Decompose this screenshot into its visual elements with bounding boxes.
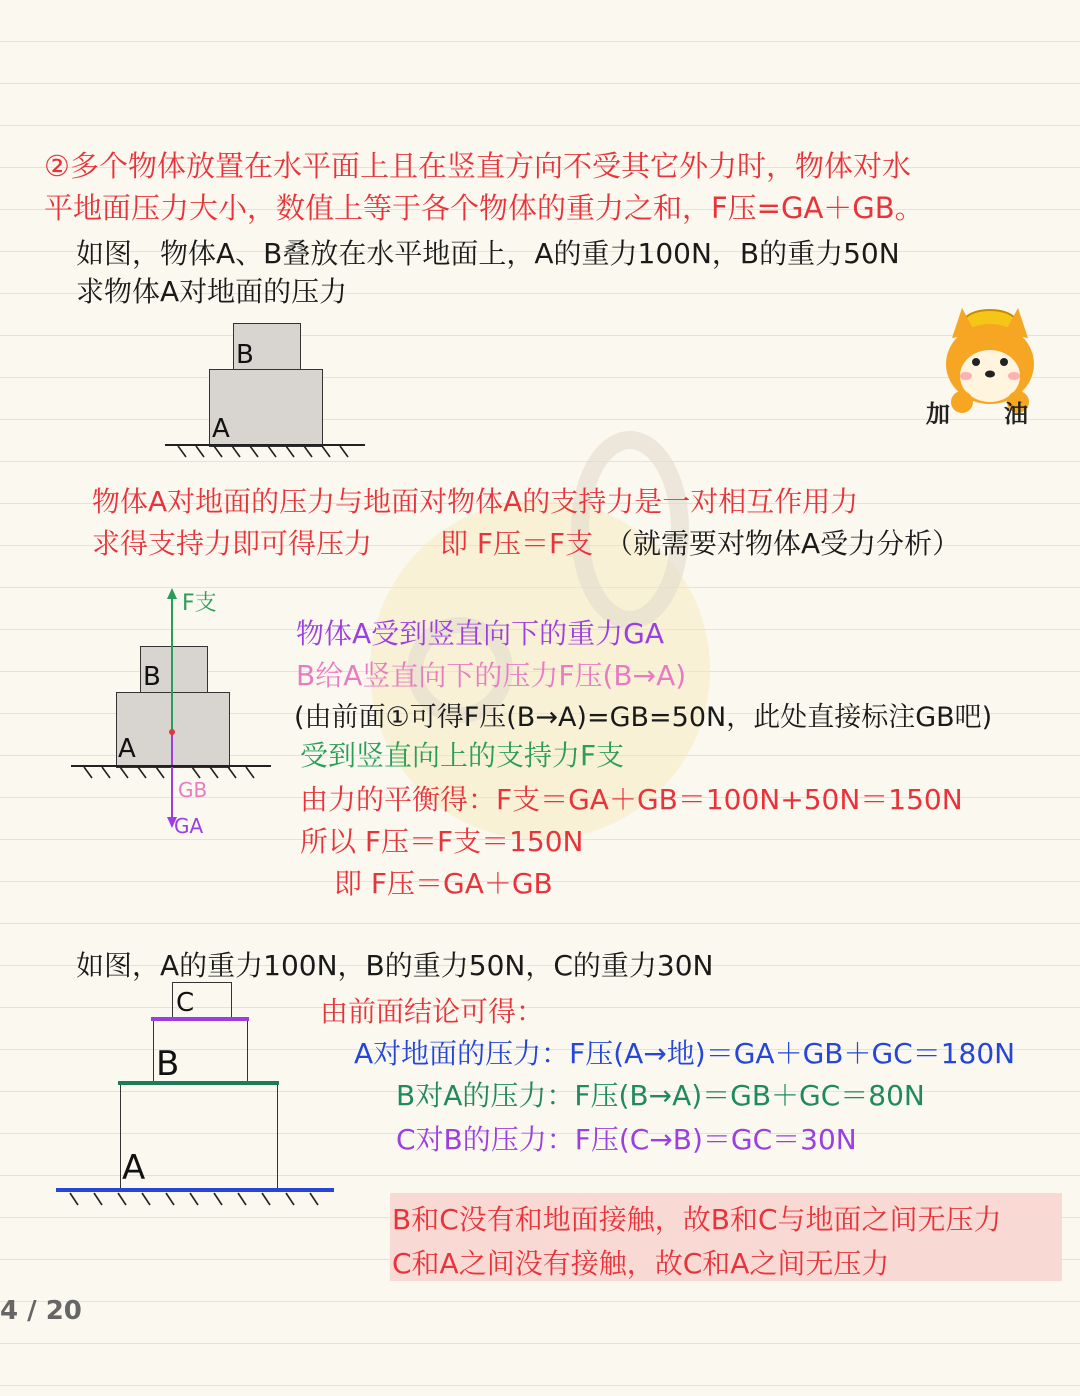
analysis-5: 由力的平衡得：F支＝GA＋GB＝100N+50N＝150N bbox=[300, 783, 963, 816]
analysis-2: B给A竖直向下的压力F压(B→A) bbox=[296, 659, 687, 692]
heading-line-1: ②多个物体放置在水平面上且在竖直方向不受其它外力时，物体对水 bbox=[44, 149, 911, 183]
ground-hatch bbox=[160, 440, 370, 462]
block-a-label: A bbox=[212, 414, 230, 444]
mascot-text-left: 加 bbox=[926, 400, 950, 428]
heading-line-2: 平地面压力大小，数值上等于各个物体的重力之和，F压=GA＋GB。 bbox=[44, 191, 924, 225]
contact-c-b bbox=[151, 1017, 249, 1021]
analysis-7: 即 F压＝GA＋GB bbox=[334, 867, 553, 900]
analysis-3: (由前面①可得F压(B→A)=GB=50N，此处直接标注GB吧) bbox=[294, 702, 993, 733]
page-indicator: 4 / 20 bbox=[0, 1296, 82, 1326]
problem1-line-1: 如图，物体A、B叠放在水平地面上，A的重力100N，B的重力50N bbox=[76, 237, 900, 270]
gb-label: GB bbox=[178, 778, 208, 802]
problem1-line-2: 求物体A对地面的压力 bbox=[76, 275, 348, 308]
block-a-label: A bbox=[122, 1148, 146, 1188]
block-b-label: B bbox=[143, 662, 161, 692]
note2-line-2: 求得支持力即可得压力 bbox=[92, 527, 373, 560]
result-2: B对A的压力：F压(B→A)＝GB＋GC＝80N bbox=[396, 1079, 925, 1112]
note2-line-1: 物体A对地面的压力与地面对物体A的支持力是一对相互作用力 bbox=[92, 485, 859, 518]
note2-line-2c: （就需要对物体A受力分析） bbox=[605, 527, 961, 560]
analysis-1: 物体A受到竖直向下的重力GA bbox=[296, 617, 665, 650]
result-1: A对地面的压力：F压(A→地)＝GA＋GB＋GC＝180N bbox=[354, 1037, 1016, 1070]
note-3-1: B和C没有和地面接触，故B和C与地面之间无压力 bbox=[392, 1203, 1002, 1236]
ga-label: GA bbox=[174, 814, 204, 838]
block-a-label: A bbox=[118, 734, 136, 764]
mascot-text-right: 油 bbox=[1004, 400, 1028, 428]
conclusion-title: 由前面结论可得： bbox=[320, 995, 545, 1028]
ground-hatch bbox=[56, 1192, 334, 1210]
contact-b-a bbox=[118, 1081, 279, 1085]
support-force-label: F支 bbox=[182, 591, 217, 616]
analysis-6: 所以 F压＝F支＝150N bbox=[300, 825, 584, 858]
note-3-2: C和A之间没有接触，故C和A之间无压力 bbox=[392, 1247, 890, 1280]
block-c-label: C bbox=[176, 988, 195, 1018]
mascot-sticker bbox=[922, 298, 1052, 428]
problem3: 如图，A的重力100N，B的重力50N，C的重力30N bbox=[76, 949, 714, 982]
note2-line-2b: 即 F压＝F支 bbox=[440, 527, 594, 560]
block-b-label: B bbox=[156, 1044, 180, 1084]
analysis-4: 受到竖直向上的支持力F支 bbox=[300, 739, 625, 772]
force-diagram bbox=[66, 586, 276, 836]
block-b-label: B bbox=[236, 340, 254, 370]
result-3: C对B的压力：F压(C→B)＝GC＝30N bbox=[396, 1123, 857, 1156]
